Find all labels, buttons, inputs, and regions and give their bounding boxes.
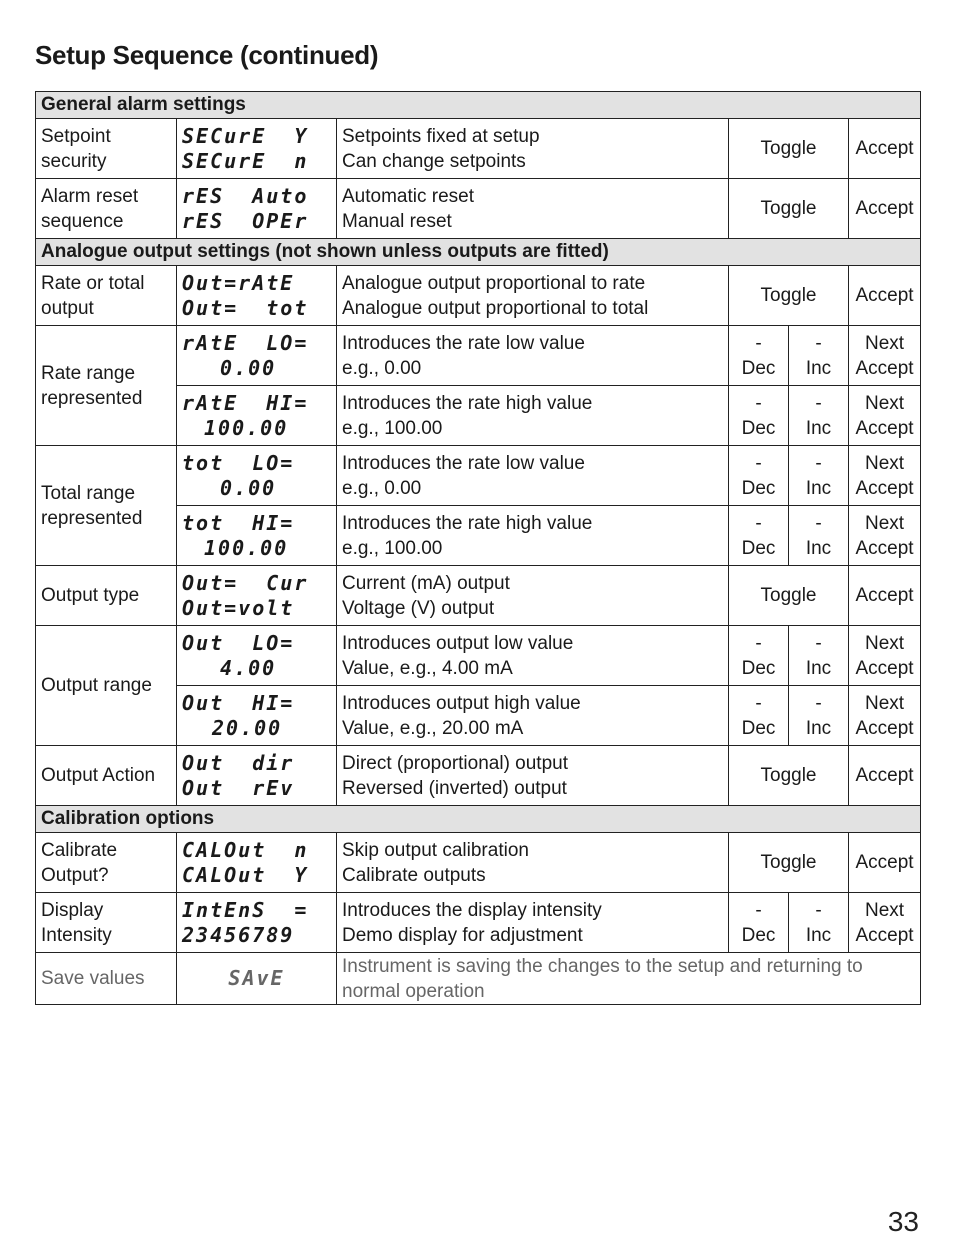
row-description: Introduces the rate low value e.g., 0.00 <box>337 326 729 386</box>
display-readout: rAtE HI= 100.00 <box>177 386 337 446</box>
toggle-key-label: Toggle <box>729 266 849 326</box>
section-title: General alarm settings <box>36 92 921 119</box>
row-description: Analogue output proportional to rate Analogue output proportional to total <box>337 266 729 326</box>
table-row-output-action <box>36 746 921 806</box>
display-readout: tot HI= 100.00 <box>177 506 337 566</box>
table-row-total-range-low <box>36 446 921 506</box>
display-readout: Out= Cur Out=volt <box>177 566 337 626</box>
row-label: Alarm reset sequence <box>36 179 177 239</box>
row-label: Rate or total output <box>36 266 177 326</box>
table-row-setpoint-security <box>36 119 921 179</box>
accept-key-label: Accept <box>849 119 921 179</box>
next-accept-key-label: Next Accept <box>849 326 921 386</box>
display-readout: rAtE LO= 0.00 <box>177 326 337 386</box>
display-readout: CALOut n CALOut Y <box>177 833 337 893</box>
toggle-key-label: Toggle <box>729 746 849 806</box>
dec-key-label: - Dec <box>729 893 789 953</box>
dec-key-label: - Dec <box>729 686 789 746</box>
row-description: Direct (proportional) output Reversed (inverted) output <box>337 746 729 806</box>
section-title: Analogue output settings (not shown unless outputs are fitted) <box>36 239 921 266</box>
row-label: Output range <box>36 626 177 746</box>
inc-key-label: - Inc <box>789 506 849 566</box>
display-readout: SAvE <box>177 953 337 1005</box>
row-label: Output Action <box>36 746 177 806</box>
display-readout: SECurE Y SECurE n <box>177 119 337 179</box>
next-accept-key-label: Next Accept <box>849 893 921 953</box>
row-label: Total range represented <box>36 446 177 566</box>
table-row-rate-total-output <box>36 266 921 326</box>
next-accept-key-label: Next Accept <box>849 446 921 506</box>
row-description: Automatic reset Manual reset <box>337 179 729 239</box>
accept-key-label: Accept <box>849 566 921 626</box>
display-readout: Out=rAtE Out= tot <box>177 266 337 326</box>
display-readout: tot LO= 0.00 <box>177 446 337 506</box>
row-description: Introduces the rate low value e.g., 0.00 <box>337 446 729 506</box>
inc-key-label: - Inc <box>789 893 849 953</box>
toggle-key-label: Toggle <box>729 566 849 626</box>
row-label: Rate range represented <box>36 326 177 446</box>
inc-key-label: - Inc <box>789 326 849 386</box>
row-description: Introduces output high value Value, e.g., 20.00 mA <box>337 686 729 746</box>
page-title: Setup Sequence (continued) <box>35 40 379 70</box>
table-row-rate-range-low <box>36 326 921 386</box>
inc-key-label: - Inc <box>789 686 849 746</box>
display-readout: IntEnS = 23456789 <box>177 893 337 953</box>
toggle-key-label: Toggle <box>729 119 849 179</box>
next-accept-key-label: Next Accept <box>849 626 921 686</box>
row-description: Skip output calibration Calibrate outputs <box>337 833 729 893</box>
dec-key-label: - Dec <box>729 326 789 386</box>
next-accept-key-label: Next Accept <box>849 686 921 746</box>
table-row-output-type <box>36 566 921 626</box>
display-readout: Out LO= 4.00 <box>177 626 337 686</box>
accept-key-label: Accept <box>849 746 921 806</box>
next-accept-key-label: Next Accept <box>849 506 921 566</box>
dec-key-label: - Dec <box>729 386 789 446</box>
dec-key-label: - Dec <box>729 506 789 566</box>
accept-key-label: Accept <box>849 179 921 239</box>
table-row-alarm-reset <box>36 179 921 239</box>
row-description: Introduces the rate high value e.g., 100.00 <box>337 386 729 446</box>
toggle-key-label: Toggle <box>729 179 849 239</box>
table-row-display-intensity <box>36 893 921 953</box>
row-label: Save values <box>36 953 177 1005</box>
display-readout: Out dir Out rEv <box>177 746 337 806</box>
row-label: Display Intensity <box>36 893 177 953</box>
table-row-save-values <box>36 953 921 1005</box>
row-description: Setpoints fixed at setup Can change setpoints <box>337 119 729 179</box>
row-label: Setpoint security <box>36 119 177 179</box>
toggle-key-label: Toggle <box>729 833 849 893</box>
section-header-calibration <box>36 806 921 833</box>
row-description: Current (mA) output Voltage (V) output <box>337 566 729 626</box>
row-description: Introduces output low value Value, e.g., 4.00 mA <box>337 626 729 686</box>
setup-sequence-table <box>35 91 921 1005</box>
page-number: 33 <box>887 1206 919 1237</box>
section-header-analogue <box>36 239 921 266</box>
inc-key-label: - Inc <box>789 386 849 446</box>
accept-key-label: Accept <box>849 833 921 893</box>
next-accept-key-label: Next Accept <box>849 386 921 446</box>
row-label: Calibrate Output? <box>36 833 177 893</box>
table-row-output-range-low <box>36 626 921 686</box>
row-label: Output type <box>36 566 177 626</box>
accept-key-label: Accept <box>849 266 921 326</box>
inc-key-label: - Inc <box>789 446 849 506</box>
table-row-calibrate-output <box>36 833 921 893</box>
section-title: Calibration options <box>36 806 921 833</box>
inc-key-label: - Inc <box>789 626 849 686</box>
row-description: Introduces the display intensity Demo display for adjustment <box>337 893 729 953</box>
dec-key-label: - Dec <box>729 626 789 686</box>
display-readout: rES Auto rES OPEr <box>177 179 337 239</box>
section-header-general <box>36 92 921 119</box>
dec-key-label: - Dec <box>729 446 789 506</box>
display-readout: Out HI= 20.00 <box>177 686 337 746</box>
row-description: Introduces the rate high value e.g., 100.00 <box>337 506 729 566</box>
row-description: Instrument is saving the changes to the setup and returning to normal operation <box>337 953 921 1005</box>
